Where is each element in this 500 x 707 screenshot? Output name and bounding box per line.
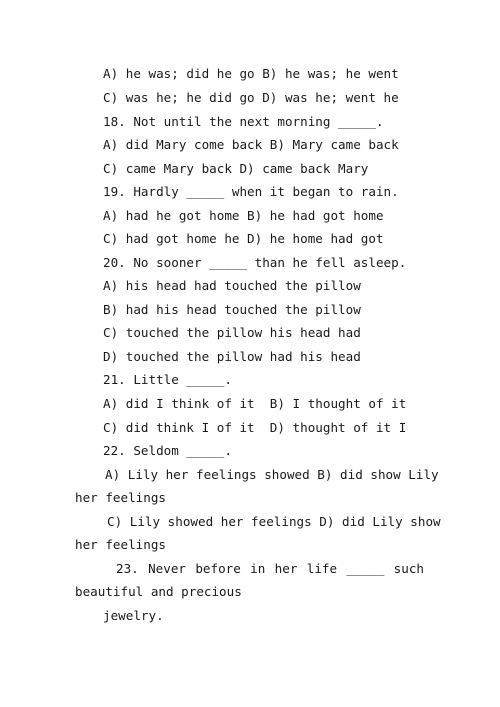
question-23: 23. Never before in her life _____ such (116, 561, 424, 576)
question-20-option-d: D) touched the pillow had his head (103, 349, 361, 364)
question-18-options-ab: A) did Mary come back B) Mary came back (103, 137, 399, 152)
question-21-options-ab: A) did I think of it B) I thought of it (103, 396, 407, 411)
question-21: 21. Little _____. (103, 372, 232, 387)
question-19-options-cd: C) had got home he D) he home had got (103, 231, 384, 246)
question-19: 19. Hardly _____ when it began to rain. (103, 184, 399, 199)
question-17-options-ab: A) he was; did he go B) he was; he went (103, 66, 399, 81)
question-20-option-b: B) had his head touched the pillow (103, 302, 361, 317)
question-18: 18. Not until the next morning _____. (103, 114, 384, 129)
question-22-options-cd-cont: her feelings (75, 537, 166, 552)
question-22-options-cd: C) Lily showed her feelings D) did Lily show (107, 514, 441, 529)
question-23-cont: beautiful and precious (75, 584, 242, 599)
question-20-option-c: C) touched the pillow his head had (103, 325, 361, 340)
question-17-options-cd: C) was he; he did go D) was he; went he (103, 90, 399, 105)
question-19-options-ab: A) had he got home B) he had got home (103, 208, 384, 223)
question-20-option-a: A) his head had touched the pillow (103, 278, 361, 293)
question-22-options-ab: A) Lily her feelings showed B) did show Lily (105, 467, 439, 482)
question-21-options-cd: C) did think I of it D) thought of it I (103, 420, 407, 435)
question-20: 20. No sooner _____ than he fell asleep. (103, 255, 407, 270)
question-22-options-ab-cont: her feelings (75, 490, 166, 505)
question-18-options-cd: C) came Mary back D) came back Mary (103, 161, 369, 176)
question-22: 22. Seldom _____. (103, 443, 232, 458)
question-23-cont-2: jewelry. (103, 608, 164, 623)
